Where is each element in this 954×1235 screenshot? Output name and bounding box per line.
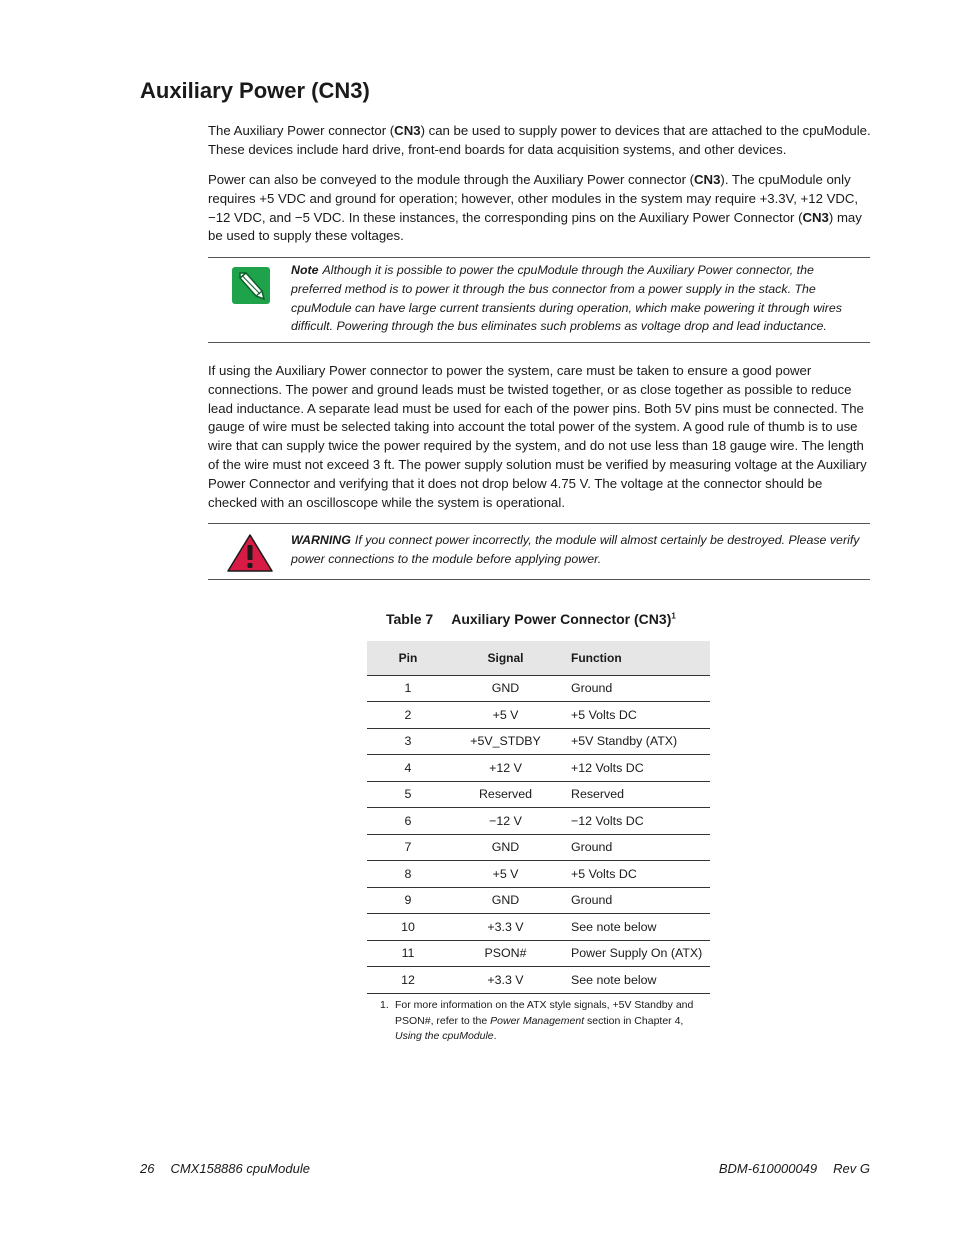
pencil-note-icon xyxy=(232,267,270,304)
table-caption xyxy=(386,611,676,627)
footer-left xyxy=(140,1161,310,1176)
cell-function: Ground xyxy=(562,834,710,861)
cell-pin: 3 xyxy=(367,728,449,755)
cell-function: +5V Standby (ATX) xyxy=(562,728,710,755)
warning-triangle-icon xyxy=(226,533,274,573)
cell-signal: −12 V xyxy=(449,808,562,835)
revision: Rev G xyxy=(833,1161,870,1176)
table-row xyxy=(367,675,710,702)
cell-signal: +5 V xyxy=(449,861,562,888)
product-name: CMX158886 cpuModule xyxy=(170,1161,310,1176)
cell-function: +12 Volts DC xyxy=(562,755,710,782)
header-function: Function xyxy=(562,641,710,675)
table-row xyxy=(367,967,710,994)
note-text: Note Although it is possible to power the cpuModule through the Auxiliary Power connector, the preferred method is to power it through the bus connector from a power supply in the stack. The cpuModule can have large current transients during operation, which make powering it through wires difficult. Powering through the bus eliminates such problems as voltage drop and lead inductance. xyxy=(291,263,842,334)
cell-signal: +3.3 V xyxy=(449,914,562,941)
table-row xyxy=(367,755,710,782)
table-row xyxy=(367,887,710,914)
footnote-text: For more information on the ATX style signals, +5V Standby and PSON#, refer to the Power Management section in Chapter 4, Using the cpuModule. xyxy=(395,999,694,1042)
table-row xyxy=(367,781,710,808)
cell-signal: GND xyxy=(449,887,562,914)
table-row xyxy=(367,940,710,967)
cell-pin: 8 xyxy=(367,861,449,888)
cell-pin: 9 xyxy=(367,887,449,914)
table-header-row xyxy=(367,641,710,675)
cell-signal: +5V_STDBY xyxy=(449,728,562,755)
pin-table xyxy=(367,641,710,994)
cell-function: Ground xyxy=(562,675,710,702)
table-footnote xyxy=(380,998,712,1045)
cell-pin: 6 xyxy=(367,808,449,835)
note-callout xyxy=(208,257,870,343)
cell-function: Power Supply On (ATX) xyxy=(562,940,710,967)
power-paragraph: Power can also be conveyed to the module through the Auxiliary Power connector (CN3). The cpuModule only requires +5 VDC and ground for operation; however, other modules in the system may require +3.3V, +12 VDC, −12 VDC, and −5 VDC. In these instances, the corresponding pins on the Auxiliary Power Connector (CN3) may be used to supply these voltages. xyxy=(208,172,862,244)
cell-pin: 2 xyxy=(367,702,449,729)
table-number: Table 7 xyxy=(386,611,434,627)
cell-signal: +12 V xyxy=(449,755,562,782)
cell-function: +5 Volts DC xyxy=(562,702,710,729)
cell-pin: 4 xyxy=(367,755,449,782)
cell-function: +5 Volts DC xyxy=(562,861,710,888)
cell-function: −12 Volts DC xyxy=(562,808,710,835)
intro-paragraph: The Auxiliary Power connector (CN3) can be used to supply power to devices that are attached to the cpuModule. These devices include hard drive, front-end boards for data acquisition systems, and other devices. xyxy=(208,123,871,157)
table-row xyxy=(367,808,710,835)
cell-signal: PSON# xyxy=(449,940,562,967)
table-row xyxy=(367,702,710,729)
cell-pin: 12 xyxy=(367,967,449,994)
table-row xyxy=(367,914,710,941)
table-row xyxy=(367,861,710,888)
cell-function: See note below xyxy=(562,914,710,941)
warning-callout xyxy=(208,523,870,580)
header-signal: Signal xyxy=(449,641,562,675)
cell-function: Reserved xyxy=(562,781,710,808)
cell-signal: GND xyxy=(449,834,562,861)
cell-signal: +3.3 V xyxy=(449,967,562,994)
footer-right xyxy=(719,1161,870,1176)
cell-signal: +5 V xyxy=(449,702,562,729)
table-footnote-mark: 1 xyxy=(671,611,676,621)
cell-function: See note below xyxy=(562,967,710,994)
cell-pin: 7 xyxy=(367,834,449,861)
cell-function: Ground xyxy=(562,887,710,914)
warning-text: WARNING If you connect power incorrectly, the module will almost certainly be destroyed. Please verify power connections to the module before applying power. xyxy=(291,533,860,566)
cell-pin: 1 xyxy=(367,675,449,702)
table-row xyxy=(367,834,710,861)
cell-signal: GND xyxy=(449,675,562,702)
cell-pin: 11 xyxy=(367,940,449,967)
table-row xyxy=(367,728,710,755)
footnote-marker: 1. xyxy=(380,999,389,1011)
document-id: BDM-610000049 xyxy=(718,1161,818,1176)
wiring-paragraph: If using the Auxiliary Power connector to power the system, care must be taken to ensure a good power connections. The power and ground leads must be twisted together, or as close together as possible to reduce lead inductance. A separate lead must be used for each of the power pins. Both 5V pins must be connected. The gauge of wire must be selected taking into account the total power of the system. A good rule of thumb is to use wire that can supply twice the power required by the system, and do not use less than 18 gauge wire. The length of the wire must not exceed 3 ft. The power supply solution must be verified by measuring voltage at the Auxiliary Power Connector and verifying that it does not drop below 4.75 V. The voltage at the connector should be checked with an oscilloscope while the system is operational. xyxy=(208,363,867,510)
cell-pin: 10 xyxy=(367,914,449,941)
page-number: 26 xyxy=(140,1161,155,1176)
page-heading: Auxiliary Power (CN3) xyxy=(140,78,370,103)
table-title: Auxiliary Power Connector (CN3) xyxy=(451,611,672,627)
header-pin: Pin xyxy=(367,641,449,675)
cell-signal: Reserved xyxy=(449,781,562,808)
cell-pin: 5 xyxy=(367,781,449,808)
